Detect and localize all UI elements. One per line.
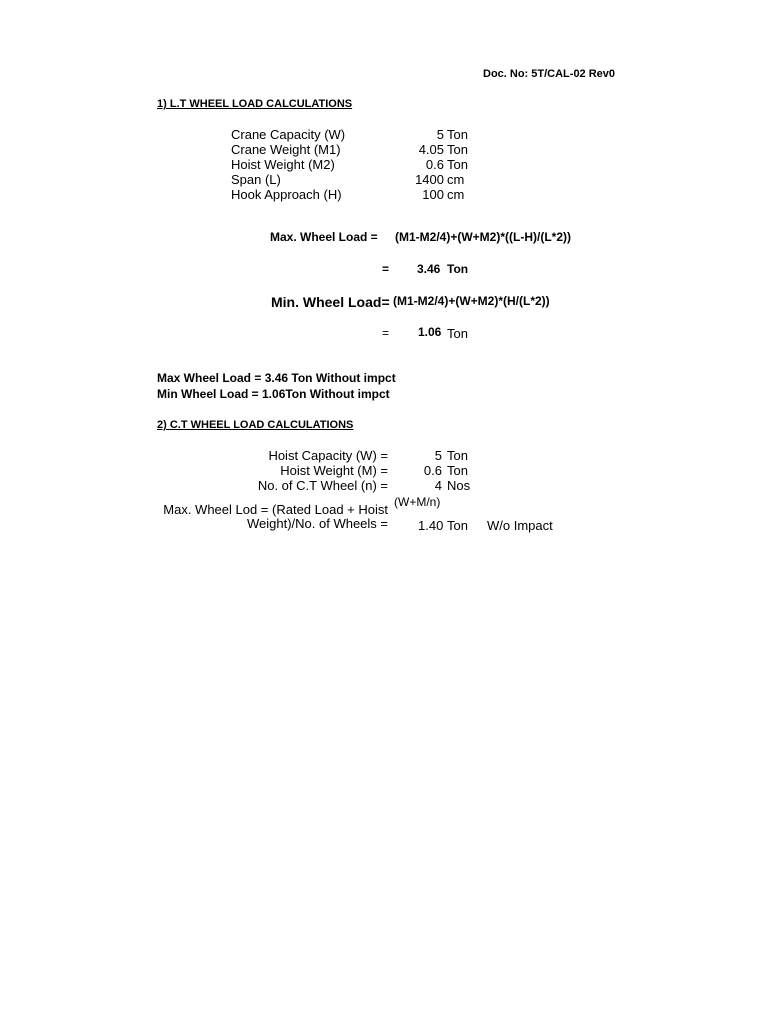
- max-wheel-load-formula: (M1-M2/4)+(W+M2)*((L-H)/(L*2)): [395, 230, 571, 244]
- param-label: Hook Approach (H): [231, 187, 342, 202]
- param-value: 4: [434, 478, 442, 493]
- param-unit: Ton: [447, 157, 468, 172]
- param-value: 5: [436, 127, 444, 142]
- param-label: Span (L): [231, 172, 281, 187]
- min-wheel-load-value: 1.06: [418, 325, 442, 339]
- lt-param-row: [231, 142, 471, 157]
- lt-section-heading: 1) L.T WHEEL LOAD CALCULATIONS: [157, 98, 353, 110]
- param-value: 1400: [415, 172, 444, 187]
- param-value: 0.6: [425, 157, 444, 172]
- min-wheel-load-label: Min. Wheel Load=: [271, 294, 390, 310]
- ct-section-heading: 2) C.T WHEEL LOAD CALCULATIONS: [157, 419, 354, 431]
- param-label: Hoist Weight (M) =: [280, 463, 388, 478]
- max-wheel-load-unit: Ton: [447, 262, 469, 276]
- param-unit: Ton: [447, 127, 468, 142]
- min-wheel-load-equals: =: [382, 326, 390, 340]
- param-label: No. of C.T Wheel (n) =: [257, 478, 388, 493]
- summary-max-line: Max Wheel Load = 3.46 Ton Without impct: [157, 371, 396, 385]
- max-wheel-load-equals: =: [382, 262, 390, 276]
- ct-wheel-load-note: W/o Impact: [487, 518, 553, 533]
- lt-param-row: [231, 172, 471, 187]
- param-unit: Nos: [447, 478, 471, 493]
- param-label: Hoist Capacity (W) =: [268, 448, 388, 463]
- param-value: 0.6: [423, 463, 442, 478]
- ct-wheel-load-unit: Ton: [447, 518, 468, 533]
- param-value: 5: [434, 448, 442, 463]
- summary-min-line: Min Wheel Load = 1.06Ton Without impct: [157, 387, 390, 401]
- param-label: Hoist Weight (M2): [231, 157, 335, 172]
- ct-param-row: [150, 448, 480, 463]
- document-number: Doc. No: 5T/CAL-02 Rev0: [483, 68, 616, 80]
- ct-wheel-load-formula: (W+M/n): [394, 495, 441, 509]
- min-wheel-load-formula: (M1-M2/4)+(W+M2)*(H/(L*2)): [393, 294, 550, 308]
- param-value: 4.05: [418, 142, 444, 157]
- ct-wheel-load-label-line2: Weight)/No. of Wheels =: [246, 516, 388, 531]
- lt-param-row: [231, 187, 471, 202]
- param-unit: cm: [447, 172, 465, 187]
- max-wheel-load-label: Max. Wheel Load =: [270, 230, 378, 244]
- param-value: 100: [422, 187, 444, 202]
- ct-param-row: [150, 478, 480, 493]
- param-label: Crane Capacity (W): [231, 127, 346, 142]
- ct-wheel-load-label-line1: Max. Wheel Lod = (Rated Load + Hoist: [163, 502, 388, 517]
- ct-param-row: [150, 463, 480, 478]
- param-unit: Ton: [447, 448, 468, 463]
- max-wheel-load-value: 3.46: [417, 262, 441, 276]
- lt-param-row: [231, 157, 471, 172]
- param-label: Crane Weight (M1): [231, 142, 341, 157]
- lt-param-row: [231, 127, 471, 142]
- param-unit: Ton: [447, 142, 468, 157]
- min-wheel-load-unit: Ton: [447, 326, 468, 341]
- param-unit: Ton: [447, 463, 468, 478]
- param-unit: cm: [447, 187, 465, 202]
- ct-wheel-load-value: 1.40: [418, 518, 444, 533]
